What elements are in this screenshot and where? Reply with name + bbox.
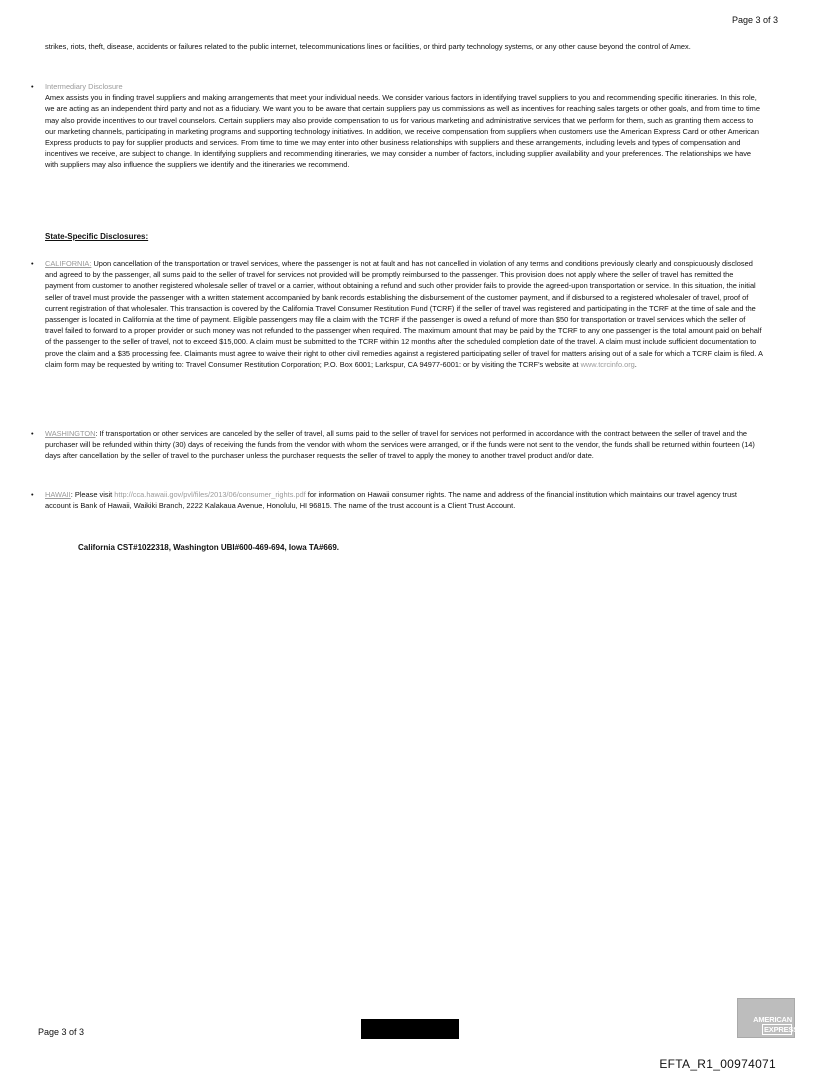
- page-number-bottom: Page 3 of 3: [38, 1027, 85, 1037]
- document-id: EFTA_R1_00974071: [659, 1057, 776, 1071]
- state-specific-heading: State-Specific Disclosures:: [45, 232, 149, 241]
- american-express-logo: [737, 998, 799, 1038]
- hawaii-body: for information on Hawaii consumer rights. The name and address of the financial institution which maintains our travel agency trust account is Bank of Hawaii, Waikiki Branch, 2222 Kalakaua Avenue, Honolulu, HI 96815. The name of the trust account is a Client Trust Account.: [45, 490, 737, 511]
- washington-body: : If transportation or other services are canceled by the seller of travel, all sums paid to the seller of travel for services not performed in accordance with the contract between the seller of travel and the purchaser will be refunded within thirty (30) days of receiving the funds from the vendor with whom the services were arranged, or if the funds were not sent to the vendor, the funds shall be returned within fourteen (14) days after cancellation by the seller of travel to the purchaser unless the purchaser requests the seller of travel to apply the money to another travel product and/or date.: [45, 429, 755, 461]
- hawaii-pre: : Please visit: [70, 490, 115, 499]
- hawaii-disclosure: [31, 489, 763, 511]
- california-disclosure: [31, 258, 763, 370]
- page-number-top: Page 3 of 3: [731, 15, 778, 25]
- hawaii-link[interactable]: HAWAII: [45, 490, 71, 499]
- california-link[interactable]: CALIFORNIA:: [45, 259, 92, 268]
- redaction-box: [361, 1019, 459, 1039]
- state-specific-heading-block: [45, 231, 763, 242]
- intermediary-heading: Intermediary Disclosure: [45, 82, 123, 91]
- license-numbers: California CST#1022318, Washington UBI#600-469-694, Iowa TA#669.: [78, 543, 339, 552]
- bullet: •: [31, 490, 34, 499]
- bullet: •: [31, 429, 34, 438]
- bullet: •: [31, 259, 34, 268]
- washington-disclosure: [31, 428, 763, 462]
- logo-text-american: AMERICAN: [753, 1015, 792, 1024]
- bullet: •: [31, 82, 34, 91]
- logo-text-express: EXPRESS: [764, 1025, 799, 1034]
- tcrf-website-link[interactable]: www.tcrcinfo.org: [580, 359, 635, 369]
- intermediary-disclosure: [31, 81, 763, 171]
- hawaii-consumer-rights-link[interactable]: http://cca.hawaii.gov/pvl/files/2013/06/consumer_rights.pdf: [114, 490, 306, 499]
- california-end: .: [634, 359, 637, 369]
- intermediary-body: Amex assists you in finding travel suppliers and making arrangements that meet your individual needs. We consider various factors in identifying travel suppliers to you and recommending specific itineraries. In this role, we are acting as an independent third party and not as a fiduciary. We want you to be aware that certain suppliers pay us commissions as well as incentives for reaching sales targets or other goals, and from time to time may also provide incentives to our travel counselors. Certain suppliers may also provide compensation to us for various marketing and administrative services that we perform for them, such as granting them access to our marketing channels, participating in marketing programs and supporting technology initiatives. In addition, we receive compensation from suppliers when customers use the American Express Card or other American Express products to pay for supplier products and services. From time to time we may enter into other business relationships with suppliers and these arrangements, including levels and types of compensation and incentives we receive, are subject to change. In identifying suppliers and recommending itineraries, we may consider a number of factors, including supplier availability and your preferences. The relationships we have with suppliers may also influence the suppliers we identify and the itineraries we recommend.: [45, 93, 760, 170]
- continuation-paragraph: strikes, riots, theft, disease, accidents or failures related to the public internet, telecommunications lines or facilities, or third party technology systems, or any other cause beyond the control of Amex.: [45, 42, 691, 51]
- washington-paragraph: [45, 428, 763, 462]
- hawaii-paragraph: [45, 489, 763, 511]
- california-body: Upon cancellation of the transportation or travel services, where the passenger is not at fault and has not cancelled in violation of any terms and conditions previously clearly and conspicuously disclosed and agreed to by the passenger, all sums paid to the seller of travel for services not provided will be promptly reimbursed to the passenger. This provision does not apply where the seller of travel has remitted the payment from customer to another registered wholesale seller of travel or a carrier, without obtaining a refund and such other provider fails to provide the agreed-upon transportation or service. In this situation, the initial seller of travel must provide the passenger with a written statement accompanied by bank records establishing the disbursement of the customer payment, and if disbursed to a registered wholesaler of travel, proof of current registration of that wholesaler. This transaction is covered by the California Travel Consumer Restitution Fund (TCRF) if the seller of travel was registered and participating in the TCRF at the time of sale and the passenger is located in California at the time of payment. Eligible passengers may file a claim with the TCRF if the passenger is owed a refund of more than $50 for transportation or travel services which the seller of travel failed to forward to a proper provider or such money was not refunded to the passenger when required. The maximum amount that may be paid by the TCRF to any one passenger is the total amount paid on behalf of the passenger to the seller of travel, not to exceed $15,000. A claim must be submitted to the TCRF within 12 months after the scheduled completion date of the travel. A claim must include sufficient documentation to prove the claim and a $35 processing fee. Claimants must agree to waive their right to other civil remedies against a registered participating seller of travel for matters arising out of a sale for which a TCRF claim is filed. A claim form may be requested by writing to: Travel Consumer Restitution Corporation; P.O. Box 6001; Larkspur, CA 94977-6001: or by visiting the TCRF's website at: [45, 259, 763, 369]
- continuation-text: [45, 41, 763, 52]
- washington-link[interactable]: WASHINGTON: [45, 429, 96, 438]
- california-paragraph: [45, 258, 763, 370]
